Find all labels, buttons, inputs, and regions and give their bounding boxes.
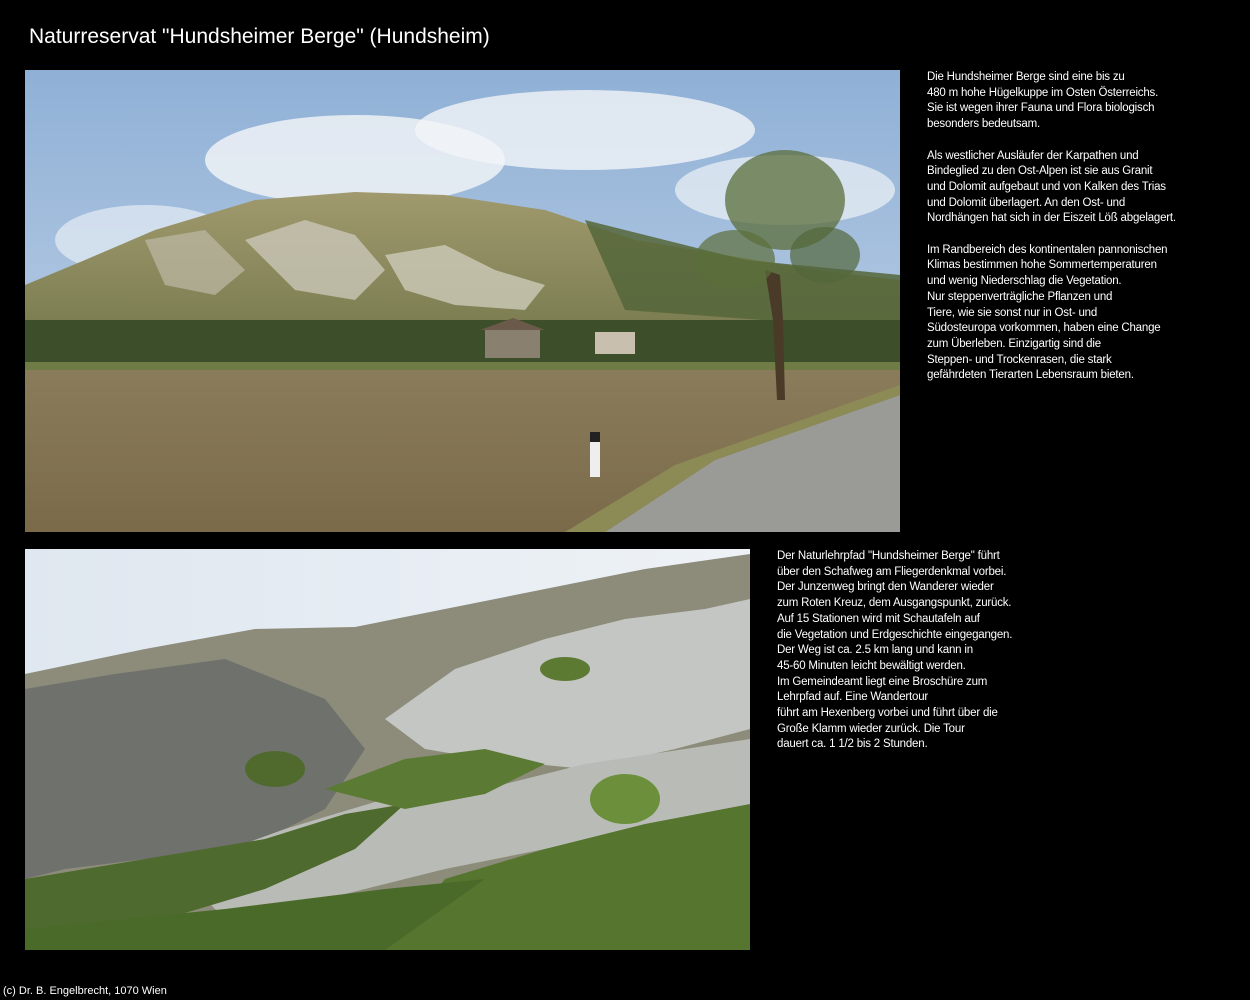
description-paragraph: Als westlicher Ausläufer der Karpathen und Bindeglied zu den Ost-Alpen ist sie aus Granit und Dolomit aufgebaut und von Kalken des Trias und Dolomit überlagert. An den Ost- und Nordhängen hat sich in der Eiszeit Löß abgelagert.: [927, 149, 1176, 225]
reserve-description: [927, 70, 1227, 384]
trail-paragraph: Der Naturlehrpfad "Hundsheimer Berge" führt über den Schafweg am Fliegerdenkmal vorbei. Der Junzenweg bringt den Wanderer wieder zum Roten Kreuz, dem Ausgangspunkt, zurück. Auf 15 Stationen wird mit Schautafeln auf die Vegetation und Erdgeschichte eingegangen. Der Weg ist ca. 2.5 km lang und kann in 45-60 Minuten leicht bewältigt werden. Im Gemeindeamt liegt eine Broschüre zum Lehrpfad auf. Eine Wandertour führt am Hexenberg vorbei und führt über die Große Klamm wieder zurück. Die Tour dauert ca. 1 1/2 bis 2 Stunden.: [777, 550, 1013, 751]
description-paragraph: Die Hundsheimer Berge sind eine bis zu 480 m hohe Hügelkuppe im Osten Österreichs. Sie ist wegen ihrer Fauna und Flora biologisch besonders bedeutsam.: [927, 71, 1159, 131]
nature-trail-description: [777, 549, 1077, 753]
page-title: Naturreservat "Hundsheimer Berge" (Hundsheim): [29, 25, 490, 48]
copyright-notice: (c) Dr. B. Engelbrecht, 1070 Wien: [3, 985, 167, 997]
description-paragraph: Im Randbereich des kontinentalen pannonischen Klimas bestimmen hohe Sommertemperaturen und wenig Niederschlag die Vegetation. Nur steppenverträgliche Pflanzen und Tiere, wie sie sonst nur in Ost- und Südosteuropa vorkommen, haben eine Change zum Überleben. Einzigartig sind die Steppen- und Trockenrasen, die stark gefährdeten Tierarten Lebensraum bieten.: [927, 243, 1168, 382]
rocky-slope-photo: [25, 549, 750, 950]
hill-landscape-photo: [25, 70, 900, 532]
